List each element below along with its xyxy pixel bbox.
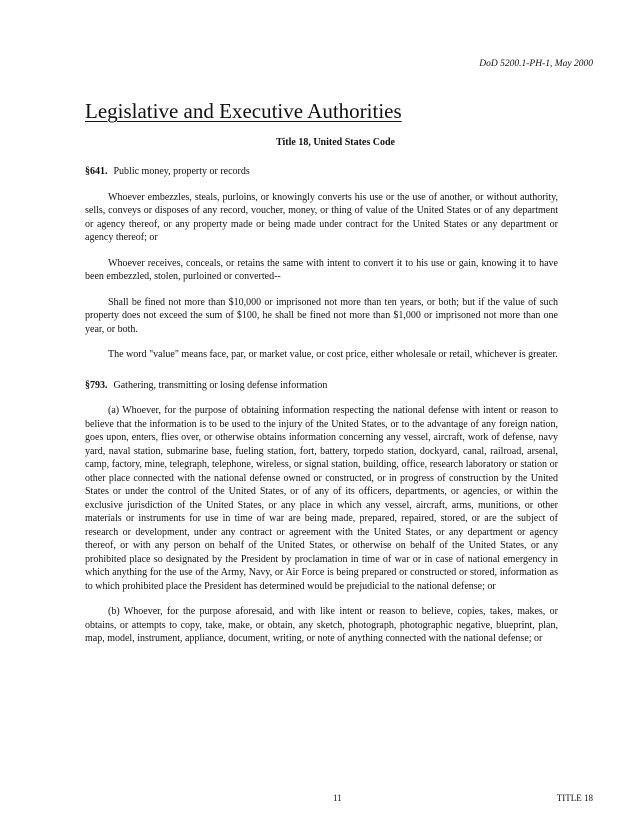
page-title: Legislative and Executive Authorities: [85, 99, 402, 123]
paragraph: Shall be fined not more than $10,000 or imprisoned not more than ten years, or both; but if the value of such property does not exceed the sum of $100, he shall be fined not more than $1,000 or imprisoned not more than one year, or both.: [85, 296, 558, 335]
document-body: [85, 99, 558, 646]
section-641-heading: [85, 165, 558, 179]
running-header: DoD 5200.1-PH-1, May 2000: [479, 59, 593, 69]
section-number: §793.: [85, 379, 108, 391]
section-793-heading: [85, 379, 558, 393]
section-heading: Gathering, transmitting or losing defense information: [113, 379, 328, 391]
paragraph: (b) Whoever, for the purpose aforesaid, and with like intent or reason to believe, copies, takes, makes, or obtains, or attempts to copy, take, make, or obtain, any sketch, photograph, photographic negative, blueprint, plan, map, model, instrument, appliance, document, writing, or note of anything connected with the national defense; or: [85, 606, 558, 644]
footer-section-title: TITLE 18: [556, 793, 593, 803]
section-number: §641.: [85, 166, 108, 177]
page-subtitle: Title 18, United States Code: [276, 137, 395, 148]
paragraph: The word "value" means face, par, or market value, or cost price, either wholesale or retail, whichever is greater.: [108, 349, 558, 360]
paragraph: Whoever embezzles, steals, purloins, or knowingly converts his use or the use of another, or without authority, sells, conveys or disposes of any record, voucher, money, or thing of value of the United States or of any department or agency thereof, or any property made or being made under contract for the United States or any department or agency thereof; or: [85, 191, 558, 243]
page-number: 11: [333, 793, 342, 803]
paragraph: (a) Whoever, for the purpose of obtaining information respecting the national defense with intent or reason to believe that the information is to be used to the injury of the United States, or to the advantage of any foreign nation, goes upon, enters, flies over, or otherwise obtains information concerning any vessel, aircraft, work of defense, navy yard, naval station, submarine base, fueling station, fort, battery, torpedo station, dockyard, canal, railroad, arsenal, camp, factory, mine, telegraph, telephone, wireless, or signal station, building, office, research laboratory or station or other place connected with the national defense owned or constructed, or in progress of construction by the United States or under the control of the United States, or of any of its officers, departments, or agencies, or within the exclusive jurisdiction of the United States, or any place in which any vessel, aircraft, arms, munitions, or other materials or instruments for use in time of war are being made, prepared, repaired, stored, or are the subject of research or development, under any contract or agreement with the United States, or any department or agency thereof, or with any person on behalf of the United States, or otherwise on behalf of the United States, or any prohibited place so designated by the President by proclamation in time of war or in case of national emergency in which anything for the use of the Army, Navy, or Air Force is being prepared or constructed or stored, information as to which prohibited place the President has determined would be prejudicial to the national defense; or: [85, 405, 558, 592]
section-heading: Public money, property or records: [113, 166, 250, 177]
paragraph: Whoever receives, conceals, or retains the same with intent to convert it to his use or gain, knowing it to have been embezzled, stolen, purloined or converted--: [85, 257, 558, 282]
